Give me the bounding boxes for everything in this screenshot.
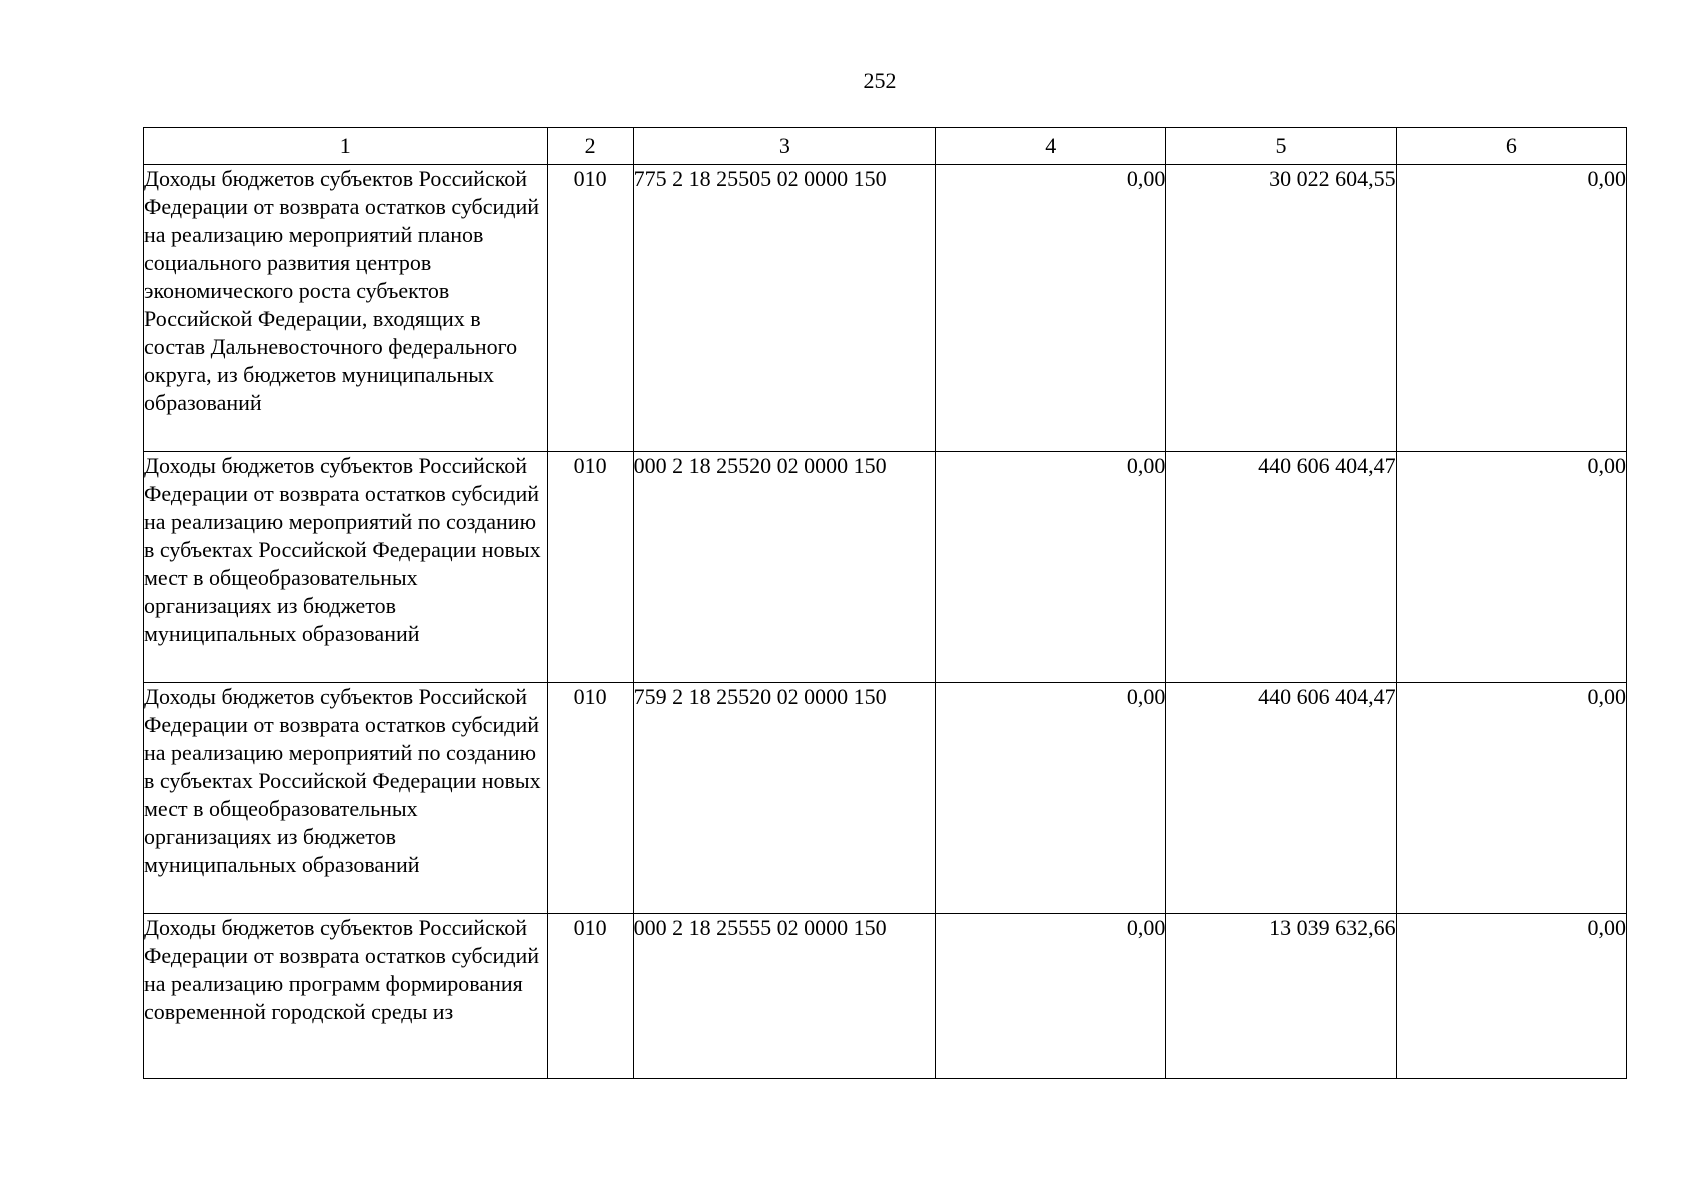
row-description: Доходы бюджетов субъектов Российской Федерации от возврата остатков субсидий на реализацию мероприятий по созданию в субъектах Российской Федерации новых мест в общеобразовательных организациях из бюджетов муниципальных образований [144,683,548,914]
header-col-5: 5 [1166,128,1396,165]
budget-table [143,127,1627,1079]
row-kbk-code: 000 2 18 25555 02 0000 150 [633,914,935,1079]
row-col5-value: 13 039 632,66 [1166,914,1396,1079]
header-col-2: 2 [547,128,633,165]
row-description: Доходы бюджетов субъектов Российской Федерации от возврата остатков субсидий на реализацию программ формирования современной городской среды из [144,914,548,1079]
header-col-1: 1 [144,128,548,165]
row-col6-value: 0,00 [1396,683,1626,914]
row-kbk-code: 000 2 18 25520 02 0000 150 [633,452,935,683]
row-col6-value: 0,00 [1396,914,1626,1079]
row-col5-value: 30 022 604,55 [1166,165,1396,452]
table-row [144,683,1627,914]
row-line-code: 010 [547,452,633,683]
row-col4-value: 0,00 [936,683,1166,914]
table-row [144,452,1627,683]
row-kbk-code: 759 2 18 25520 02 0000 150 [633,683,935,914]
row-col5-value: 440 606 404,47 [1166,452,1396,683]
table-row [144,914,1627,1079]
header-col-3: 3 [633,128,935,165]
row-description: Доходы бюджетов субъектов Российской Федерации от возврата остатков субсидий на реализацию мероприятий планов социального развития центров экономического роста субъектов Российской Федерации, входящих в состав Дальневосточного федерального округа, из бюджетов муниципальных образований [144,165,548,452]
row-col4-value: 0,00 [936,452,1166,683]
row-col4-value: 0,00 [936,914,1166,1079]
row-col6-value: 0,00 [1396,452,1626,683]
row-col5-value: 440 606 404,47 [1166,683,1396,914]
table-row [144,165,1627,452]
page-number: 252 [863,68,897,93]
row-line-code: 010 [547,683,633,914]
header-col-4: 4 [936,128,1166,165]
row-description: Доходы бюджетов субъектов Российской Федерации от возврата остатков субсидий на реализацию мероприятий по созданию в субъектах Российской Федерации новых мест в общеобразовательных организациях из бюджетов муниципальных образований [144,452,548,683]
header-col-6: 6 [1396,128,1626,165]
row-col6-value: 0,00 [1396,165,1626,452]
row-kbk-code: 775 2 18 25505 02 0000 150 [633,165,935,452]
header-row [144,128,1627,165]
row-line-code: 010 [547,914,633,1079]
row-col4-value: 0,00 [936,165,1166,452]
row-line-code: 010 [547,165,633,452]
